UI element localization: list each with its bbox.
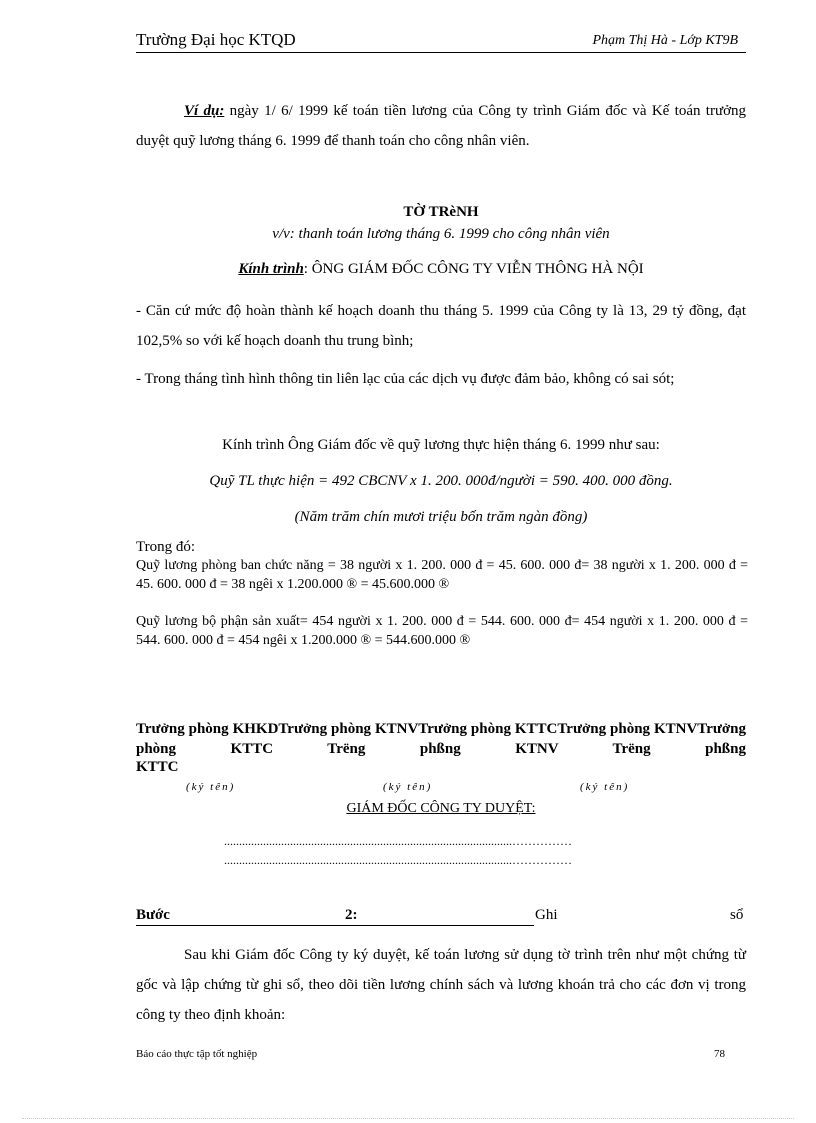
proposal-title: TỜ TRèNH [403,204,479,220]
header-school: Trường Đại học KTQD [136,30,296,49]
header-author: Phạm Thị Hà - Lớp KT9B [592,33,738,48]
proposal-recipient [136,261,746,278]
basis-2: - Trong tháng tình hình thông tin liên lạc của các dịch vụ được đảm bảo, không có sai sót; [136,371,675,387]
step-so: sổ [730,907,744,923]
sign-placeholder-2: (ký tên) [383,781,433,793]
amount-in-words: (Năm trăm chín mươi triệu bốn trăm ngàn đồng) [294,509,588,525]
detail-functional-dept: Quỹ lương phòng ban chức năng = 38 người x 1. 200. 000 đ = 45. 600. 000 đ= 38 người x 1. 200. 000 đ = 45. 600. 000 đ = 38 ngêi x 1.200.000 ® = 45.600.000 ® [136,558,748,592]
dotted-line-1: ................................................................................................…………… [224,834,572,848]
example-label: Ví dụ: [184,103,225,119]
footer-page-number: 78 [714,1048,725,1060]
step-word: Bước [136,907,170,923]
footer-report-title: Báo cáo thực tập tốt nghiệp [136,1048,258,1060]
detail-production-dept: Quỹ lương bộ phận sản xuất= 454 người x 1. 200. 000 đ = 544. 600. 000 đ= 454 người x 1. 200. 000 đ = 544. 600. 000 đ = 454 ngêi x 1.200.000 ® = 544.600.000 ® [136,614,748,648]
recipient-text: : ÔNG GIÁM ĐỐC CÔNG TY VIỄN THÔNG HÀ NỘI [303,261,644,277]
page-edge [22,1118,794,1119]
page-header [136,28,746,53]
example-text: ngày 1/ 6/ 1999 kế toán tiền lương của Công ty trình Giám đốc và Kế toán trưởng duyệt quỹ lương tháng 6. 1999 để thanh toán cho công nhân viên. [136,103,747,149]
step-heading [136,906,746,928]
example-paragraph [136,96,746,156]
director-approval: GIÁM ĐỐC CÔNG TY DUYỆT: [346,801,536,816]
sign-placeholder-1: (ký tên) [186,781,236,793]
step-description: Sau khi Giám đốc Công ty ký duyệt, kế toán lương sử dụng tờ trình trên như một chứng từ gốc và lập chứng từ ghi sổ, theo dõi tiền lương chính sách và lương khoán trả cho các đơn vị trong công ty theo định khoản: [136,947,746,1023]
detail-heading: Trong đó: [136,539,196,555]
signature-titles-last: KTTC [136,759,179,775]
step-underline [136,906,534,926]
request-line: Kính trình Ông Giám đốc về quỹ lương thực hiện tháng 6. 1999 như sau: [222,437,660,453]
basis-1: - Căn cứ mức độ hoàn thành kế hoạch doanh thu tháng 5. 1999 của Công ty là 13, 29 tỷ đồng, đạt 102,5% so với kế hoạch doanh thu trung bình; [136,303,746,349]
step-ghi: Ghi [535,907,558,923]
recipient-label: Kính trình [238,261,304,277]
sign-placeholder-3: (ký tên) [580,781,630,793]
step-number: 2: [345,907,358,923]
dotted-line-2: ................................................................................................…………… [224,853,572,867]
signature-titles: Trưởng phòng KHKDTrưởng phòng KTNVTrưởng phòng KTTCTrưởng phòng KTNVTrưởng phòng KTTC Trëng phßng KTNV Trëng phßng [136,721,746,757]
salary-formula: Quỹ TL thực hiện = 492 CBCNV x 1. 200. 000đ/người = 590. 400. 000 đồng. [209,473,673,489]
proposal-subtitle: v/v: thanh toán lương tháng 6. 1999 cho công nhân viên [272,226,610,242]
